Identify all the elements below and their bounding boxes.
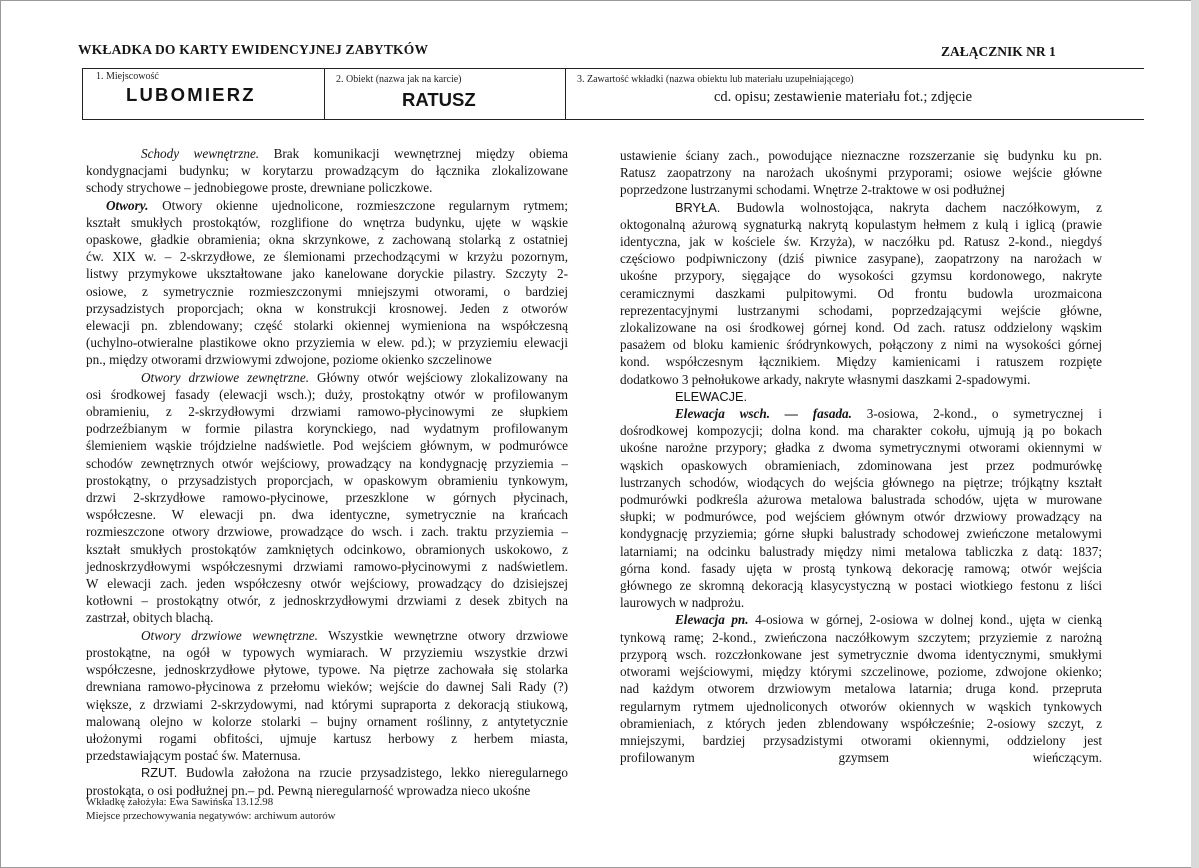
text-line: współczesne. W elewacji pn. dwa identyczne, symetrycznie na krańcach bbox=[86, 507, 568, 523]
text-line: Schody wewnętrzne. Brak komunikacji wewnętrznej między obiema bbox=[141, 146, 568, 161]
text-line: drewniana ramowo-płycinowa z przełomu wieków; wejście do dawnej Sali Rady (?) bbox=[86, 679, 568, 695]
text-line: laurowych w nadprożu. bbox=[620, 595, 745, 611]
text-line: elewacji pn. zblendowany; część stolarki okiennej wymieniona na współczesną bbox=[86, 318, 568, 334]
paragraph-heading: Schody wewnętrzne. bbox=[141, 146, 260, 161]
text-line: Elewacja pn. 4-osiowa w górnej, 2-osiowa w dolnej kond., ujęta w cienką bbox=[675, 612, 1102, 628]
text-line: kotłowni – prostokątny otwór, z jednoskrzydłowymi drzwiami z desek zbitych na bbox=[86, 593, 568, 609]
text-line: kształt smukłych prostokątów zamkniętych odcinkowo, obramionych uskokowo, z bbox=[86, 541, 568, 557]
text-line: Otwory. Otwory okienne ujednolicone, rozmieszczone regularnym rytmem; bbox=[106, 197, 568, 213]
paragraph-heading: Otwory drzwiowe wewnętrzne. bbox=[141, 627, 318, 643]
text-line: poprzedzone lustrzanymi schodami. Wnętrze 2-traktowe w osi podłużnej bbox=[620, 182, 1006, 198]
text-line: prostokąta, o osi podłużnej pn.– pd. Pewną nieregularność wprowadza nieco ukośne bbox=[86, 782, 531, 798]
text-line: latarniami; na odcinku balustrady między nimi metalowa tabliczka z datą: 1837; bbox=[620, 543, 1102, 559]
author-note: Wkładkę założyła: Ewa Sawińska 13.12.98 bbox=[86, 796, 274, 808]
text-line: ukośne przypory, sięgające do wysokości gzymsu kordonowego, nakryte bbox=[620, 268, 1102, 284]
text-line: przyporą wsch. rozczłonkowane jest symetrycznie dwoma identycznymi, smukłymi bbox=[620, 646, 1102, 662]
header-divider bbox=[324, 68, 325, 119]
text-line: pn., między otworami drzwiowymi zdwojone, poziome okienko szczelinowe bbox=[86, 352, 492, 368]
text-line: lustrzanych schodów, wiodących do wejścia głównego na piętrze; trójkątny kształt bbox=[620, 474, 1102, 490]
text-line: ceramicznymi daszkami pulpitowymi. Od frontu budowla urozmaicona bbox=[620, 285, 1102, 301]
paragraph-heading: Elewacja wsch. — fasada. bbox=[675, 406, 852, 422]
text-line: oktogonalną ażurową sygnaturką nakrytą kopulastym hełmem z kulą i iglicą (prawie bbox=[620, 216, 1102, 232]
text-line: jednoskrzydłowymi współczesnymi drzwiami ramowo-płycinowymi z nadświetlem. bbox=[86, 558, 568, 574]
text-line: pasażem od bloku kamienic śródrynkowych, połączony z nimi na wysokości górnej bbox=[620, 337, 1102, 353]
header-divider bbox=[82, 68, 83, 119]
form-title: WKŁADKA DO KARTY EWIDENCYJNEJ ZABYTKÓW bbox=[78, 42, 429, 57]
text-line: identyczna, jak w kościele św. Krzyża), w naczółku pd. Ratusz 2-kond., niegdyś bbox=[620, 234, 1102, 250]
field-caption-contents: 3. Zawartość wkładki (nazwa obiektu lub materiału uzupełniającego) bbox=[577, 74, 854, 85]
scan-edge bbox=[1191, 0, 1199, 868]
text-line: słupki; w podmurówce, pod wejściem głównym otwór drzwiowy prowadzący na bbox=[620, 509, 1102, 525]
field-caption-object: 2. Obiekt (nazwa jak na karcie) bbox=[336, 74, 462, 85]
text-line: częściowo podpiwniczony (dziś piwnice zasypane), zaopatrzony na narożach w bbox=[620, 251, 1102, 267]
text-line: Otwory drzwiowe wewnętrzne. Wszystkie wewnętrzne otwory drzwiowe bbox=[141, 627, 568, 643]
attachment-label: ZAŁĄCZNIK NR 1 bbox=[941, 44, 1056, 59]
text-line: kształt smukłych prostokątów, rozglifione do wnętrza budynku, ujęte w wąskie bbox=[86, 214, 568, 230]
text-line: (uchylno-otwieralne plastikowe okno przyziemia w elew. pd.); w przyziemiu elewacji bbox=[86, 335, 568, 351]
header-divider bbox=[565, 68, 566, 119]
text-line: RZUT. Budowla założona na rzucie przysadzistego, lekko nieregularnego bbox=[141, 765, 568, 781]
text-line: malowaną olejno w kolorze stolarki – bujny ornament roślinny, z antytetycznie bbox=[86, 713, 568, 729]
text-line: górna kond. fasady ujęta w prostą tynkową dekorację ramową; otwór wejścia bbox=[620, 560, 1102, 576]
text-line: obramieniach, z których jeden zblendowany współcześnie; 2-osiowy szczyt, z bbox=[620, 715, 1102, 731]
field-value-contents: cd. opisu; zestawienie materiału fot.; zdjęcie bbox=[714, 89, 973, 105]
text-line: ELEWACJE. bbox=[675, 388, 748, 404]
text-line: podmurówki podkreśla ażurowa metalowa balustrada schodów, ujęta w murowane bbox=[620, 492, 1102, 508]
text-line: nad każdym otworem drzwiowym metalowa latarnia; druga kond. przepruta bbox=[620, 681, 1102, 697]
paragraph-heading: Otwory drzwiowe zewnętrzne. bbox=[141, 369, 310, 385]
text-line: profilowanym gzymsem wieńczącym. bbox=[620, 750, 1102, 766]
text-line: rozmieszczone otwory drzwiowe, prowadzące do wsch. i zach. traktu przyziemia – bbox=[86, 524, 568, 540]
text-line: podrzeźbianym w formie pilastra korynckiego, nad wydatnym profilowanym bbox=[86, 421, 568, 437]
text-line: drzwi 2-skrzydłowe ramowo-płycinowe, przeszklone w górnych płycinach, bbox=[86, 490, 568, 506]
text-line: schodów zewnętrznych otwór wejściowy, prowadzący na kondygnację przyziemia – bbox=[86, 455, 568, 471]
text-line: współczesne, jednoskrzydłowe płytowe, typowe. Na piętrze zachowała się stolarka bbox=[86, 662, 568, 678]
description-right-column bbox=[620, 147, 1102, 766]
text-line: przysadzistych proporcjach; okna w konstrukcji krosnowej. Jeden z otworów bbox=[86, 300, 568, 316]
text-line: ustawienie ściany zach., powodujące nieznaczne rozszerzanie się budynku ku pn. bbox=[620, 148, 1102, 163]
paragraph-heading: RZUT. bbox=[141, 765, 178, 781]
text-line: wąskich opaskowych obramieniach, zdominowana jest przez podmurówkę bbox=[620, 457, 1102, 473]
description-left-column bbox=[86, 145, 568, 799]
text-line: reprezentacyjnymi lustrzanymi schodami, poprzedzającymi wejście główne, bbox=[620, 302, 1102, 318]
text-line: listwy przymykowe ukształtowane jako kanelowane doryckie pilastry. Szczyty 2- bbox=[86, 266, 568, 282]
text-line: kondygnacjami budynku; w korytarzu prowadzącym do łącznika zlokalizowane bbox=[86, 163, 568, 179]
header-bottom-rule bbox=[82, 119, 1144, 120]
text-line: opaskowe, gładkie obramienia; okna skrzynkowe, z zachowaną stolarką z ostatniej bbox=[86, 232, 568, 248]
text-line: Ratusz zaopatrzony na narożach ukośnymi przyporami; osiowe wejście główne bbox=[620, 165, 1102, 181]
header-top-rule bbox=[82, 68, 1144, 69]
text-line: regularnym rytmem ujednoliconych otworów okiennych w wąskich tynkowych bbox=[620, 698, 1102, 714]
text-line: W elewacji zach. jeden współczesny otwór wejściowy, prowadzący do dzisiejszej bbox=[86, 576, 568, 592]
text-line: większe, z drzwiami 2-skrzydowymi, nad którymi supraporta z dekoracją stiukową, bbox=[86, 696, 568, 712]
text-line: kondygnację przyziemia; górne słupki balustrady schodowej zwieńczone metalowymi bbox=[620, 526, 1102, 542]
text-line: obramieniu, z 2-skrzydłowymi drzwiami ramowo-płycinowymi ze słupkiem bbox=[86, 404, 568, 420]
text-line: otworami wejściowymi, między którymi szczelinowe, poziome, zdwojone okienko; bbox=[620, 664, 1102, 680]
negatives-location-note: Miejsce przechowywania negatywów: archiwum autorów bbox=[86, 810, 336, 822]
text-line: schody strychowe – jednobiegowe proste, drewniane policzkowe. bbox=[86, 180, 433, 196]
text-line: prostokątne, na ogół w typowych wymiarach. W przyziemiu wszystkie drzwi bbox=[86, 644, 568, 660]
text-line: ułożonymi rogami obfitości, ujmuje kartusz herbowy z herbem miasta, bbox=[86, 730, 568, 746]
text-line: ćw. XIX w. – 2-skrzydłowe, ze ślemionami przechodzącymi w krzyżu pozornym, bbox=[86, 249, 568, 265]
text-line: osiowe, z symetrycznie rozmieszczonymi mniejszymi otworami, o bardziej bbox=[86, 283, 568, 299]
text-line: prostokątny, o przysadzistych proporcjach, w opaskowym obramieniu tynkowym, bbox=[86, 472, 568, 488]
text-line: mniejszymi, bardziej przysadzistymi otworami okiennymi, oddzielony jest bbox=[620, 732, 1102, 748]
text-line: Otwory drzwiowe zewnętrzne. Główny otwór wejściowy zlokalizowany na bbox=[141, 369, 568, 385]
paragraph-heading: BRYŁA. bbox=[675, 199, 721, 215]
text-line: głównego ze skromną dekoracją klasycystyczną w postaci wiotkiego festonu z liści bbox=[620, 578, 1102, 594]
text-line: kond. współczesnym łącznikiem. Między kamienicami i ratuszem rozpięte bbox=[620, 354, 1102, 370]
paragraph-heading: Elewacja pn. bbox=[675, 612, 749, 628]
text-line: tynkową ramę; 2-kond., zwieńczona naczółkowym szczytem; przyziemie z narożną bbox=[620, 629, 1102, 645]
text-line: przedstawiającym postać św. Maternusa. bbox=[86, 748, 301, 764]
text-line: ślemieniem wąskie trójdzielne nadświetle. Pod wejściem głównym, w podmurówce bbox=[86, 438, 568, 454]
text-line: osi środkowej fasady (elewacji wsch.); duży, prostokątny otwór w profilowanym bbox=[86, 386, 568, 402]
text-line: dośrodkowej kompozycji; dolna kond. ma charakter cokołu, ujmują ją po bokach bbox=[620, 423, 1102, 439]
text-line: ukośne narożne przypory; gładka z dwoma symetrycznymi otworami okiennymi w bbox=[620, 440, 1102, 456]
text-line: zlokalizowane na osi środkowej górnej kond. Od zach. ratusz oddzielony wąskim bbox=[620, 320, 1102, 336]
field-value-object: RATUSZ bbox=[402, 89, 476, 110]
field-caption-locality: 1. Miejscowość bbox=[96, 71, 159, 82]
paragraph-heading: Otwory. bbox=[106, 197, 149, 213]
text-line: dodatkowo 3 pełnołukowe arkady, nakryte własnymi daszkami 2-spadowymi. bbox=[620, 371, 1031, 387]
text-line: Elewacja wsch. — fasada. 3-osiowa, 2-kond., o symetrycznej i bbox=[675, 406, 1102, 422]
text-line: zastrzał, obitych blachą. bbox=[86, 610, 214, 626]
field-value-locality: LUBOMIERZ bbox=[126, 84, 256, 105]
text-line: BRYŁA. Budowla wolnostojąca, nakryta dachem naczółkowym, z bbox=[675, 199, 1102, 215]
